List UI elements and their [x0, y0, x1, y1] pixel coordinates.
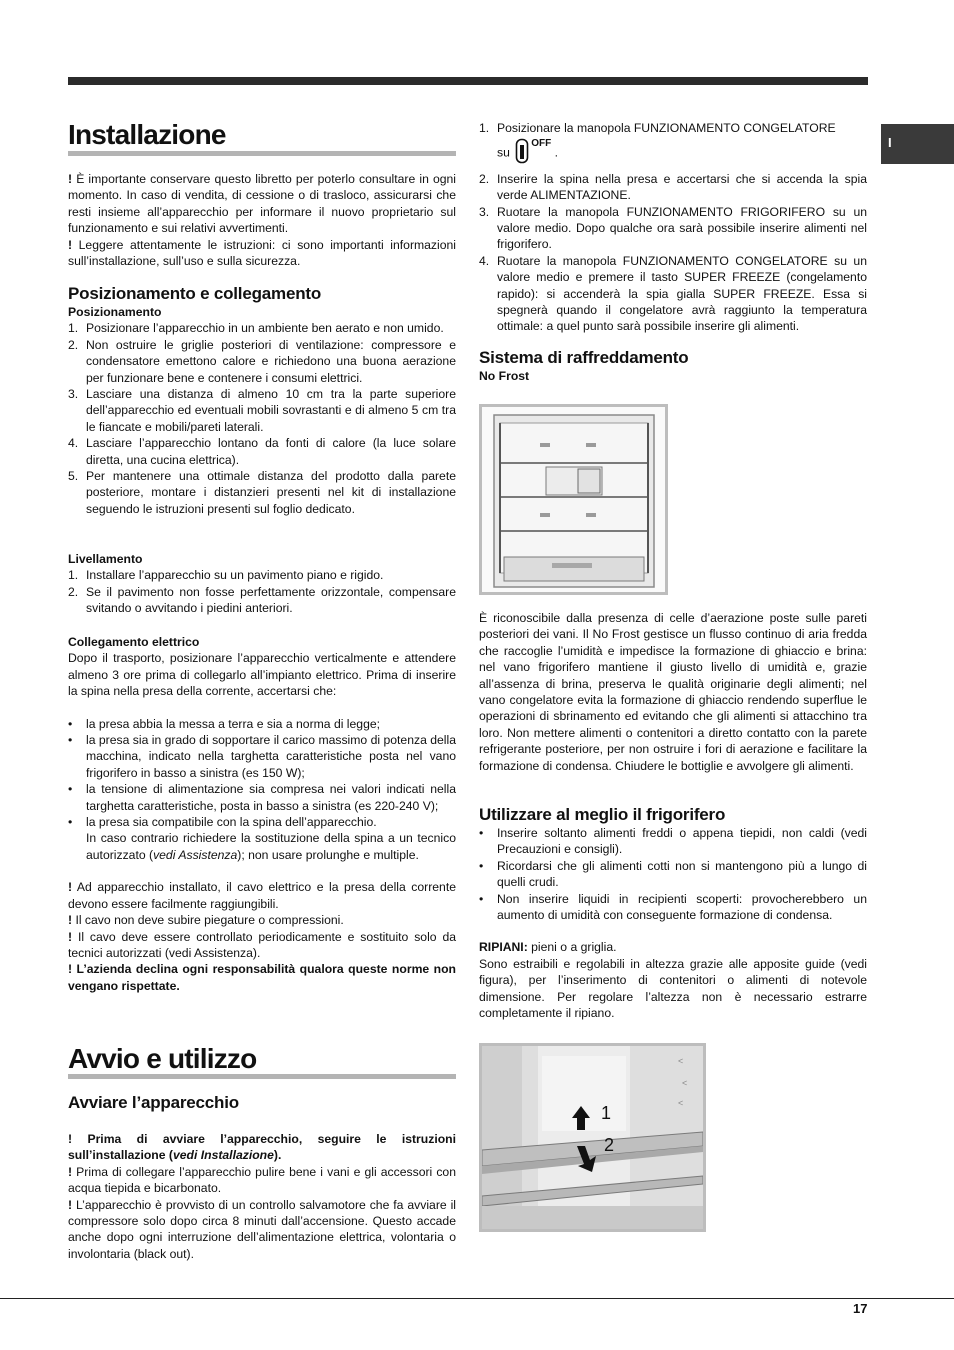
fridge-interior-figure	[479, 404, 668, 595]
list-item: 1. Posizionare la manopola FUNZIONAMENTO CONGELATORE su $^{OFF}$ .	[479, 120, 867, 171]
utilizzare-list	[479, 825, 867, 923]
heading-livellamento: Livellamento	[68, 552, 143, 566]
figure-label-1: 1	[601, 1103, 612, 1123]
list-item: 2. Inserire la spina nella presa e accertarsi che si accenda la spia verde ALIMENTAZIONE.	[479, 171, 867, 203]
language-tab: I	[881, 124, 954, 164]
list-item: • la presa abbia la messa a terra e sia a norma di legge;	[68, 716, 381, 731]
svg-text:<: <	[682, 1078, 688, 1088]
svg-text:<: <	[678, 1098, 684, 1108]
title-rule	[68, 1074, 456, 1079]
title-installazione: Installazione	[68, 119, 226, 150]
subheading-posizionamento: Posizionamento	[68, 305, 162, 319]
list-item: 5. Per mantenere una ottimale distanza del prodotto dalla parete posteriore, montare i distanzieri presenti nel kit di installazione seguendo le istruzioni presenti sul foglio dedicato.	[68, 469, 456, 516]
top-bar	[68, 77, 868, 85]
heading-collegamento: Collegamento elettrico	[68, 635, 200, 649]
subheading-nofrost: No Frost	[479, 369, 530, 383]
page-number: 17	[853, 1301, 868, 1316]
section-livellamento	[68, 551, 456, 617]
start-steps	[479, 120, 867, 335]
ripiani-label: RIPIANI:	[479, 940, 528, 955]
list-item: 4. Ruotare la manopola FUNZIONAMENTO CONGELATORE su un valore medio e premere il tasto SUPER FREEZE (congelamento rapido): si accenderà la spia gialla SUPER FREEZE. Essa si spegnerà quando il congelatore avrà raggiunto la temperatura ottimale: a quel punto sarà possibile inserire gli alimenti.	[479, 253, 867, 334]
figure-label-2: 2	[604, 1135, 615, 1155]
heading-avviare: Avviare l’apparecchio	[68, 1093, 239, 1112]
heading-raffreddamento: Sistema di raffreddamento	[479, 348, 689, 367]
knob-off-icon	[515, 138, 529, 168]
section-collegamento-elettrico: Collegamento elettrico Dopo il trasporto, posizionare l’apparecchio verticalmente e attendere almeno 3 ore prima di collegarlo all’impianto elettrico. Prima di inserire la spina nella presa della corrente, accertarsi che: • la presa abbia la messa a terra e sia a norma di legge; • la presa sia in grado di sopportare il carico massimo di potenza della macchina, indicato nella targhetta caratteristiche posta nel vano frigorifero in basso a sinistra (es 150 W); • la tensione di alimentazione sia compresa nei valori indicati nella targhetta caratteristiche, posta in basso a sinistra (es 220-240 V); • la presa sia compatibile con la spina dell’apparecchio. In caso contrario richiedere la sostituzione della spina a un tecnico autorizzato (vedi Assistenza); non usare prolunghe e multiple. ! Ad apparecchio installato, il cavo elettrico e la presa della corrente devono essere facilmente raggiungibili. ! Il cavo non deve subire piegature o compressioni. ! Il cavo deve essere controllato periodicamente e sostituito solo da tecnici autorizzati (vedi Assistenza). ! L’azienda declina ogni responsabilità qualora queste norme non vengano rispettate.	[68, 635, 456, 993]
posizionamento-list	[68, 320, 456, 517]
shelf-adjust-figure	[479, 1043, 706, 1232]
title-avvio: Avvio e utilizzo	[68, 1043, 257, 1074]
list-item: • la tensione di alimentazione sia compresa nei valori indicati nella targhetta caratteristiche, posta in basso a sinistra (es 220-240 V);	[68, 782, 456, 813]
nofrost-description: È riconoscibile dalla presenza di celle d’aerazione poste sulle pareti posteriori dei vani. Il No Frost gestisce un flusso continuo di aria fredda che raccoglie l’umidità e impedisce la formazione di ghiaccio e brina: nel vano frigorifero mantiene il giusto livello di umidità e, grazie all’assenza di brina, preserva le qualità originarie degli alimenti; nel vano congelatore evita la formazione di ghiaccio rendendo superflue le operazioni di sbrinamento ed evitando che gli alimenti si attacchino tra loro. Non mettere alimenti o contenitori a diretto contatto con la parete refrigerante posteriore, per non ostruire i fori di aerazione e facilitare la formazione di condensa. Chiudere le bottiglie e avvolgere gli alimenti.	[479, 611, 867, 773]
section-raffreddamento	[479, 348, 867, 384]
list-item: 3. Lasciare una distanza di almeno 10 cm tra la parte superiore dell’apparecchio ed eventuali mobili sovrastanti e di almeno 5 cm tra le fiancate e mobili/pareti laterali.	[68, 387, 456, 434]
section-posizionamento	[68, 284, 456, 517]
list-item: 1. Posizionare l’apparecchio in un ambiente ben aerato e non umido.	[68, 321, 444, 336]
heading-utilizzare: Utilizzare al meglio il frigorifero	[479, 805, 726, 824]
install-intro: ! È importante conservare questo libretto per poterlo consultare in ogni momento. In caso di vendita, di cessione o di trasloco, assicurarsi che resti insieme all’apparecchio per informare il nuovo proprietario sul funzionamento e sui relativi avvertimenti. ! Leggere attentamente le istruzioni: ci sono importanti informazioni sull’installazione, sull’uso e sulla sicurezza.	[68, 172, 457, 269]
list-item: • Non inserire liquidi in recipienti scoperti: provocherebbero un aumento di umidità con conseguente formazione di condensa.	[479, 891, 867, 923]
steps-list	[479, 171, 867, 335]
section-avviare: Avviare l’apparecchio ! Prima di avviare l’apparecchio, seguire le istruzioni sull’installazione (vedi Installazione). ! Prima di collegare l’apparecchio pulire bene i vani e gli accessori con acqua tiepida e bicarbonato. ! L’apparecchio è provvisto di un controllo salvamotore che fa avviare il compressore solo dopo circa 8 minuti dall’accensione. Questo accade anche dopo ogni interruzione dell’alimentazione elettrica, volontaria o involontaria (black out).	[68, 1093, 456, 1261]
svg-text:<: <	[678, 1056, 684, 1066]
list-item: 1. Installare l’apparecchio su un pavimento piano e rigido.	[68, 568, 384, 583]
list-item: 4. Lasciare l’apparecchio lontano da fonti di calore (la luce solare diretta, una cucina elettrica).	[68, 436, 456, 467]
list-item: 2. Non ostruire le griglie posteriori di ventilazione: compressore e condensatore emettono calore e richiedono una buona aerazione per funzionare bene e contenere i consumi elettrici.	[68, 337, 456, 385]
livellamento-list	[68, 567, 456, 616]
list-item: 3. Ruotare la manopola FUNZIONAMENTO FRIGORIFERO su un valore medio. Dopo qualche ora sarà possibile inserire alimenti nel frigorifero.	[479, 204, 867, 252]
heading-posizionamento: Posizionamento e collegamento	[68, 284, 322, 303]
list-item: 2. Se il pavimento non fosse perfettamente orizzontale, compensare svitando o avvitando i piedini anteriori.	[68, 584, 456, 616]
footer-rule	[0, 1298, 954, 1299]
list-item: • la presa sia in grado di sopportare il carico massimo di potenza della macchina, indicato nella targhetta caratteristiche posta nel vano frigorifero in basso a sinistra (es 150 W);	[68, 733, 456, 780]
title-rule	[68, 151, 456, 156]
list-item: • Inserire soltanto alimenti freddi o appena tiepidi, non caldi (vedi Precauzioni e consigli).	[479, 826, 867, 857]
collegamento-list	[68, 716, 456, 814]
list-item: • Ricordarsi che gli alimenti cotti non si mantengono più a lungo di quelli crudi.	[479, 858, 867, 890]
list-item: • la presa sia compatibile con la spina dell’apparecchio. In caso contrario richiedere la sostituzione della spina a un tecnico autorizzato (vedi Assistenza); non usare prolunghe e multiple.	[68, 815, 456, 862]
section-utilizzare: Utilizzare al meglio il frigorifero • Inserire soltanto alimenti freddi o appena tiepidi, non caldi (vedi Precauzioni e consigli). • Ricordarsi che gli alimenti cotti non si mantengono più a lungo di quelli crudi. • Non inserire liquidi in recipienti scoperti: provocherebbero un aumento di umidità con conseguente formazione di condensa. RIPIANI: pieni o a griglia. Sono estraibili e regolabili in altezza grazie alle apposite guide (vedi figura), per l’inserimento di contenitori o alimenti di notevole dimensione. Per regolare l’altezza non è necessario estrarre completamente il ripiano.	[479, 805, 867, 1021]
